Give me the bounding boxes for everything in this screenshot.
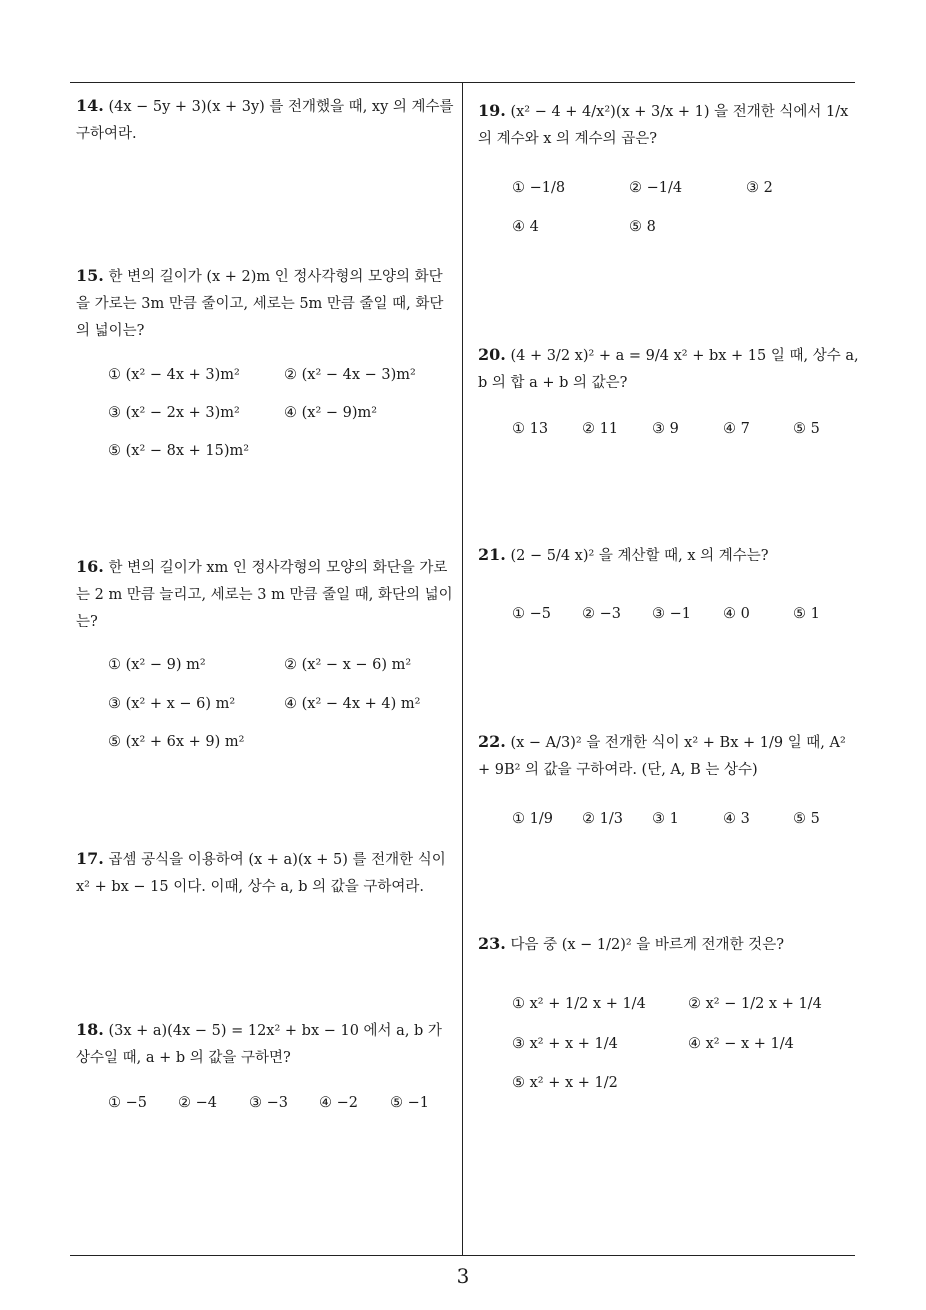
choice-22-2[interactable]: ② 1/3 xyxy=(582,811,623,827)
question-number: 23. xyxy=(478,934,506,953)
question-text: (x² − 4 + 4/x²)(x + 3/x + 1) 을 전개한 식에서 1/x 의 계수와 x 의 계수의 곱은? xyxy=(478,104,849,147)
question-number: 19. xyxy=(478,101,506,120)
choice-22-3[interactable]: ③ 1 xyxy=(652,811,679,827)
bottom-rule xyxy=(70,1255,855,1256)
choice-23-5[interactable]: ⑤ x² + x + 1/2 xyxy=(512,1075,618,1091)
question-text: 다음 중 (x − 1/2)² 을 바르게 전개한 것은? xyxy=(510,937,784,953)
question-number: 18. xyxy=(76,1020,104,1039)
question-text: (2 − 5/4 x)² 을 계산할 때, x 의 계수는? xyxy=(510,548,769,564)
question-20 xyxy=(478,341,860,397)
choice-18-3[interactable]: ③ −3 xyxy=(249,1095,288,1111)
question-text: (4x − 5y + 3)(x + 3y) 를 전개했을 때, xy 의 계수를 구하여라. xyxy=(76,99,454,142)
choice-16-3[interactable]: ③ (x² + x − 6) m² xyxy=(108,696,236,712)
question-21 xyxy=(478,541,860,570)
question-number: 22. xyxy=(478,732,506,751)
choice-15-3[interactable]: ③ (x² − 2x + 3)m² xyxy=(108,405,240,421)
question-text: 한 변의 길이가 xm 인 정사각형의 모양의 화단을 가로는 2 m 만큼 늘리고, 세로는 3 m 만큼 줄일 때, 화단의 넓이는? xyxy=(76,560,453,630)
choice-15-2[interactable]: ② (x² − 4x − 3)m² xyxy=(284,367,416,383)
choice-15-5[interactable]: ⑤ (x² − 8x + 15)m² xyxy=(108,443,250,459)
choice-20-2[interactable]: ② 11 xyxy=(582,421,619,437)
choice-18-1[interactable]: ① −5 xyxy=(108,1095,147,1111)
choice-22-1[interactable]: ① 1/9 xyxy=(512,811,553,827)
question-23 xyxy=(478,930,860,959)
question-18 xyxy=(76,1016,456,1072)
choice-16-5[interactable]: ⑤ (x² + 6x + 9) m² xyxy=(108,734,245,750)
choice-15-1[interactable]: ① (x² − 4x + 3)m² xyxy=(108,367,240,383)
choice-23-1[interactable]: ① x² + 1/2 x + 1/4 xyxy=(512,996,646,1012)
choice-21-4[interactable]: ④ 0 xyxy=(723,606,750,622)
question-text: 곱셈 공식을 이용하여 (x + a)(x + 5) 를 전개한 식이 x² + bx − 15 이다. 이때, 상수 a, b 의 값을 구하여라. xyxy=(76,852,446,895)
choice-18-5[interactable]: ⑤ −1 xyxy=(390,1095,429,1111)
choice-20-5[interactable]: ⑤ 5 xyxy=(793,421,820,437)
choice-23-2[interactable]: ② x² − 1/2 x + 1/4 xyxy=(688,996,822,1012)
question-number: 21. xyxy=(478,545,506,564)
choice-15-4[interactable]: ④ (x² − 9)m² xyxy=(284,405,378,421)
choice-20-4[interactable]: ④ 7 xyxy=(723,421,750,437)
question-16 xyxy=(76,553,456,636)
choice-21-5[interactable]: ⑤ 1 xyxy=(793,606,820,622)
choice-19-2[interactable]: ② −1/4 xyxy=(629,180,683,196)
choice-19-5[interactable]: ⑤ 8 xyxy=(629,219,656,235)
choice-18-4[interactable]: ④ −2 xyxy=(319,1095,358,1111)
choice-23-3[interactable]: ③ x² + x + 1/4 xyxy=(512,1036,618,1052)
column-divider xyxy=(462,82,463,1255)
question-number: 14. xyxy=(76,96,104,115)
question-22 xyxy=(478,728,860,784)
choice-19-1[interactable]: ① −1/8 xyxy=(512,180,566,196)
question-14 xyxy=(76,92,456,148)
question-text: (3x + a)(4x − 5) = 12x² + bx − 10 에서 a, b 가 상수일 때, a + b 의 값을 구하면? xyxy=(76,1023,442,1066)
page-number: 3 xyxy=(456,1264,470,1288)
choice-23-4[interactable]: ④ x² − x + 1/4 xyxy=(688,1036,794,1052)
question-text: 한 변의 길이가 (x + 2)m 인 정사각형의 모양의 화단을 가로는 3m 만큼 줄이고, 세로는 5m 만큼 줄일 때, 화단의 넓이는? xyxy=(76,269,444,339)
choice-21-3[interactable]: ③ −1 xyxy=(652,606,691,622)
choice-19-3[interactable]: ③ 2 xyxy=(746,180,773,196)
choice-20-1[interactable]: ① 13 xyxy=(512,421,549,437)
question-number: 15. xyxy=(76,266,104,285)
choice-21-2[interactable]: ② −3 xyxy=(582,606,621,622)
question-number: 20. xyxy=(478,345,506,364)
choice-16-4[interactable]: ④ (x² − 4x + 4) m² xyxy=(284,696,421,712)
choice-16-2[interactable]: ② (x² − x − 6) m² xyxy=(284,657,412,673)
choice-22-5[interactable]: ⑤ 5 xyxy=(793,811,820,827)
question-15 xyxy=(76,262,456,345)
question-text: (4 + 3/2 x)² + a = 9/4 x² + bx + 15 일 때, 상수 a, b 의 합 a + b 의 값은? xyxy=(478,348,859,391)
question-number: 16. xyxy=(76,557,104,576)
question-number: 17. xyxy=(76,849,104,868)
choice-18-2[interactable]: ② −4 xyxy=(178,1095,217,1111)
choice-22-4[interactable]: ④ 3 xyxy=(723,811,750,827)
choice-16-1[interactable]: ① (x² − 9) m² xyxy=(108,657,206,673)
choice-19-4[interactable]: ④ 4 xyxy=(512,219,539,235)
choice-20-3[interactable]: ③ 9 xyxy=(652,421,679,437)
question-19 xyxy=(478,97,860,153)
question-text: (x − A/3)² 을 전개한 식이 x² + Bx + 1/9 일 때, A² + 9B² 의 값을 구하여라. (단, A, B 는 상수) xyxy=(478,735,846,778)
question-17 xyxy=(76,845,456,901)
choice-21-1[interactable]: ① −5 xyxy=(512,606,551,622)
